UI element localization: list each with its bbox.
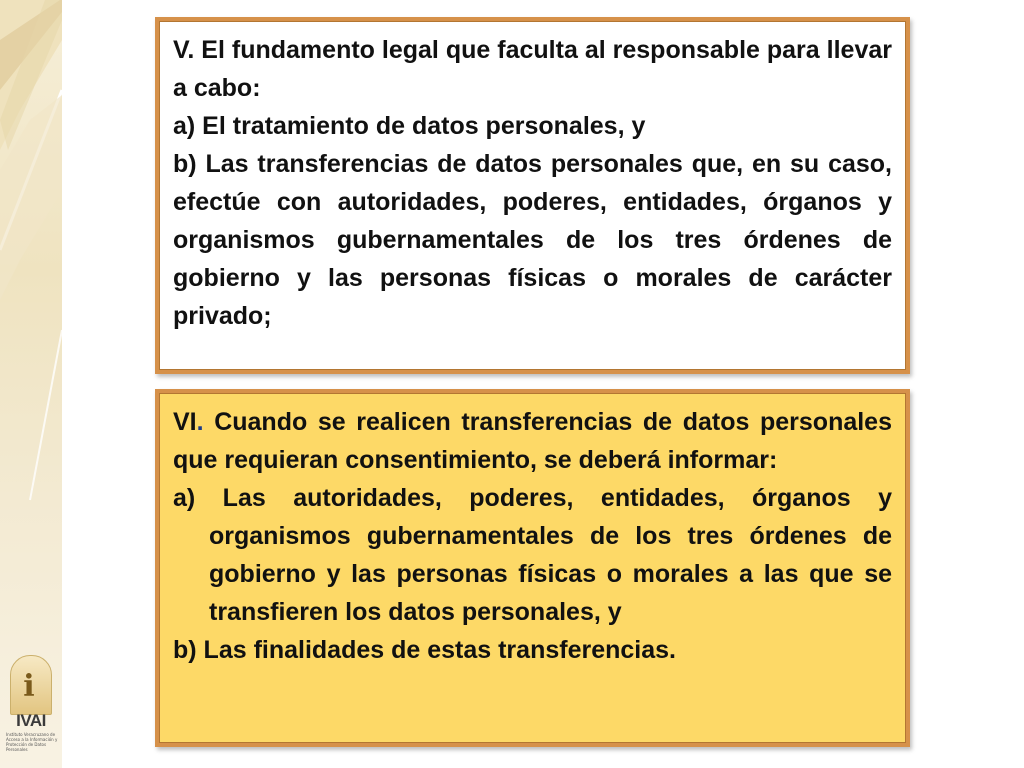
section-v-intro: V. El fundamento legal que faculta al responsable para llevar a cabo: <box>173 36 892 102</box>
section-vi-item-b: b) Las finalidades de estas transferencias. <box>173 636 676 664</box>
section-vi-box <box>155 389 910 747</box>
logo-wordmark: IVAI <box>16 711 46 730</box>
section-vi-item-a: a) Las autoridades, poderes, entidades, órganos y organismos gubernamentales de los tres órdenes de gobierno y las personas físicas o morales a las que se transfieren los datos personales, y <box>173 484 892 626</box>
section-vi-roman: VI <box>173 408 197 436</box>
logo-i-mark: i <box>23 669 35 704</box>
section-v-box <box>155 17 910 374</box>
section-vi-intro-text: Cuando se realicen transferencias de datos personales que requieran consentimiento, se deberá informar: <box>173 408 892 474</box>
left-decorative-strip <box>0 0 62 768</box>
ivai-logo <box>4 655 58 750</box>
section-v-item-a: a) El tratamiento de datos personales, y <box>173 112 646 140</box>
logo-subtitle: Instituto Veracruzano de Acceso a la Información y Protección de Datos Personales <box>6 732 58 752</box>
section-v-item-b: b) Las transferencias de datos personales que, en su caso, efectúe con autoridades, poderes, entidades, órganos y organismos gubernamentales de los tres órdenes de gobierno y las personas físicas o morales de carácter privado; <box>173 150 892 330</box>
section-vi-intro: VI. Cuando se realicen transferencias de datos personales que requieran consentimiento, se deberá informar: <box>173 408 892 474</box>
decorative-lines <box>0 0 62 768</box>
